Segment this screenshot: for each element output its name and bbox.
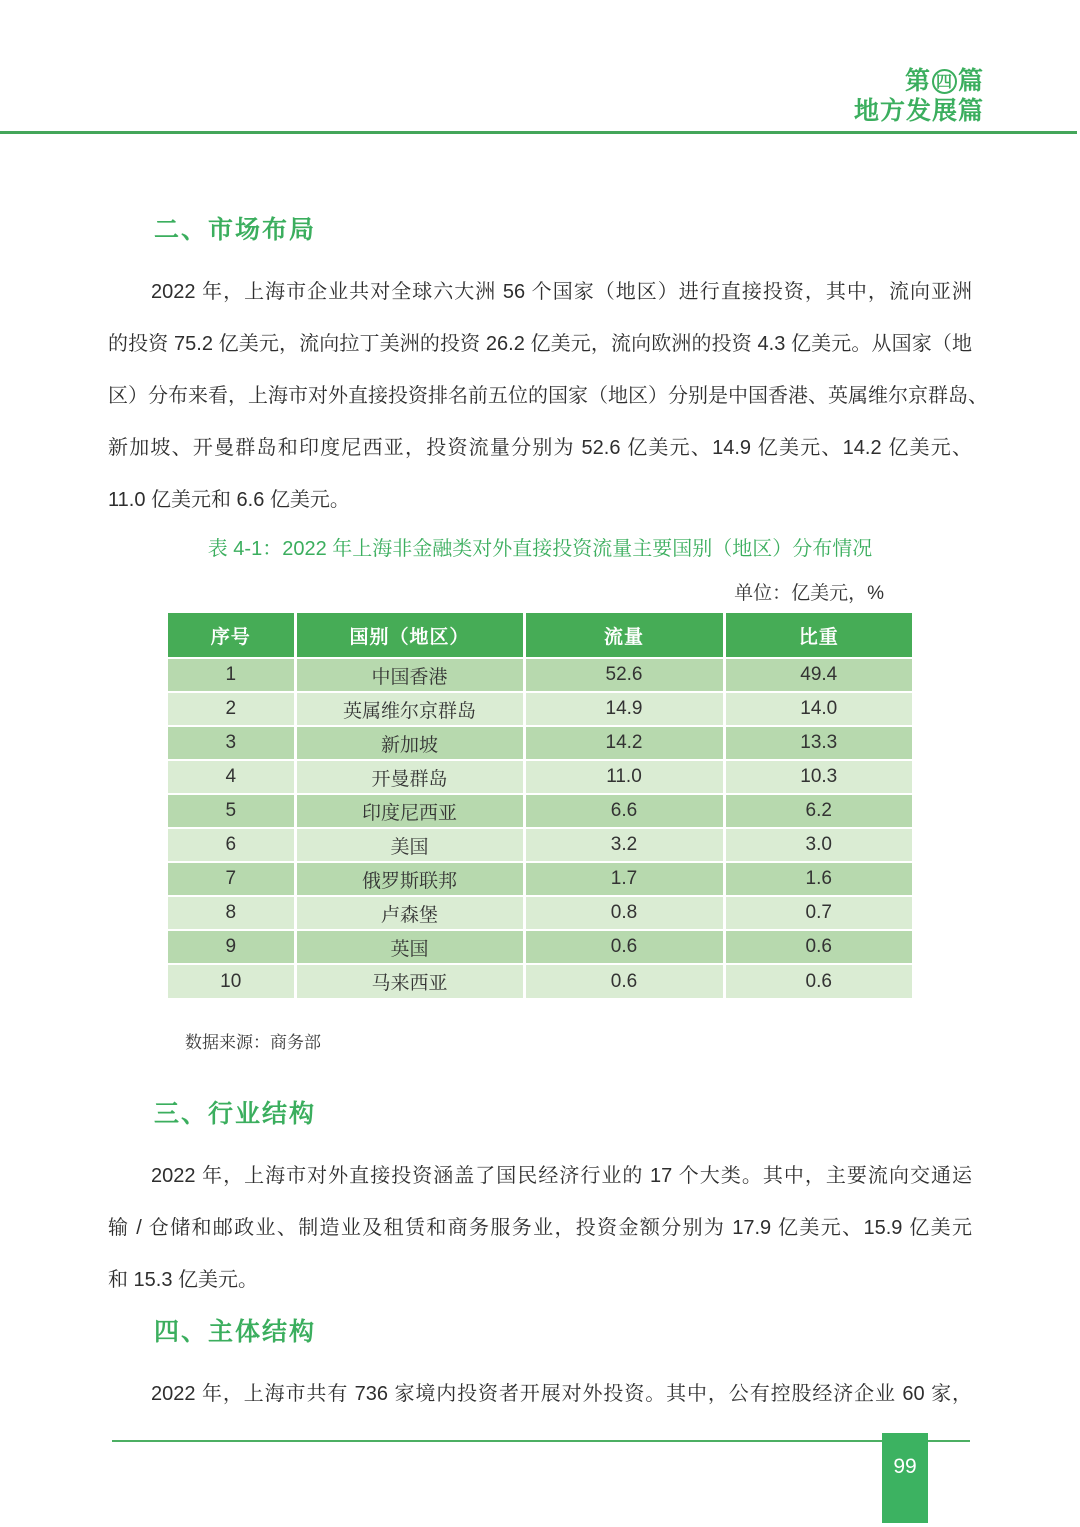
table-source: 数据来源：商务部 [185, 1033, 321, 1052]
paragraph-line: 和 15.3 亿美元。 [108, 1269, 259, 1291]
table-row [168, 658, 912, 692]
cell-country: 卢森堡 [295, 896, 524, 930]
cell-country: 印度尼西亚 [295, 794, 524, 828]
investment-table-wrap [168, 613, 912, 998]
cell-no: 4 [168, 760, 295, 794]
cell-no: 3 [168, 726, 295, 760]
cell-flow: 0.6 [524, 964, 724, 998]
cell-share: 10.3 [724, 760, 912, 794]
cell-share: 13.3 [724, 726, 912, 760]
part-suffix: 篇 [957, 67, 984, 95]
cell-flow: 6.6 [524, 794, 724, 828]
cell-flow: 14.2 [524, 726, 724, 760]
cell-no: 9 [168, 930, 295, 964]
section-heading-entity: 四、主体结构 [154, 1318, 317, 1346]
paragraph-line: 11.0 亿美元和 6.6 亿美元。 [108, 489, 350, 511]
cell-flow: 3.2 [524, 828, 724, 862]
section-heading-industry: 三、行业结构 [154, 1100, 317, 1128]
investment-table [168, 613, 912, 998]
cell-flow: 0.8 [524, 896, 724, 930]
part-subtitle: 地方发展篇 [853, 97, 984, 125]
header-rule [0, 131, 1077, 134]
col-header-flow: 流量 [524, 613, 724, 658]
col-header-share: 比重 [724, 613, 912, 658]
table-row [168, 692, 912, 726]
cell-no: 7 [168, 862, 295, 896]
cell-share: 0.6 [724, 964, 912, 998]
cell-no: 8 [168, 896, 295, 930]
paragraph-line: 新加坡、开曼群岛和印度尼西亚，投资流量分别为 52.6 亿美元、14.9 亿美元、14.2 亿美元、 [108, 437, 972, 459]
col-header-country: 国别（地区） [295, 613, 524, 658]
table-row [168, 828, 912, 862]
table-row [168, 794, 912, 828]
cell-country: 俄罗斯联邦 [295, 862, 524, 896]
page-header [854, 66, 984, 126]
footer-rule [112, 1440, 970, 1442]
cell-country: 开曼群岛 [295, 760, 524, 794]
cell-no: 5 [168, 794, 295, 828]
cell-country: 英国 [295, 930, 524, 964]
table-row [168, 862, 912, 896]
cell-country: 中国香港 [295, 658, 524, 692]
table-header-row [168, 613, 912, 658]
cell-country: 英属维尔京群岛 [295, 692, 524, 726]
col-header-no: 序号 [168, 613, 295, 658]
paragraph-line: 输 / 仓储和邮政业、制造业及租赁和商务服务业，投资金额分别为 17.9 亿美元、15.9 亿美元 [108, 1217, 972, 1239]
paragraph-industry [108, 1150, 972, 1306]
cell-no: 10 [168, 964, 295, 998]
cell-share: 49.4 [724, 658, 912, 692]
paragraph-line: 2022 年，上海市共有 736 家境内投资者开展对外投资。其中，公有控股经济企业 60 家， [151, 1383, 972, 1405]
paragraph-market [108, 266, 988, 526]
cell-country: 美国 [295, 828, 524, 862]
table-row [168, 930, 912, 964]
paragraph-line: 2022 年，上海市企业共对全球六大洲 56 个国家（地区）进行直接投资，其中，流向亚洲 [151, 281, 972, 303]
section-heading-market: 二、市场布局 [154, 216, 317, 244]
cell-share: 6.2 [724, 794, 912, 828]
table-title: 表 4-1：2022 年上海非金融类对外直接投资流量主要国别（地区）分布情况 [207, 538, 873, 560]
table-unit-label: 单位：亿美元，% [734, 583, 884, 604]
paragraph-entity [108, 1368, 972, 1420]
cell-share: 1.6 [724, 862, 912, 896]
table-row [168, 964, 912, 998]
cell-share: 0.7 [724, 896, 912, 930]
cell-no: 6 [168, 828, 295, 862]
cell-share: 0.6 [724, 930, 912, 964]
part-title [854, 66, 984, 96]
cell-share: 3.0 [724, 828, 912, 862]
paragraph-line: 的投资 75.2 亿美元，流向拉丁美洲的投资 26.2 亿美元，流向欧洲的投资 4.3 亿美元。从国家（地 [108, 333, 972, 355]
cell-no: 1 [168, 658, 295, 692]
cell-country: 马来西亚 [295, 964, 524, 998]
part-prefix: 第 [904, 67, 931, 95]
cell-no: 2 [168, 692, 295, 726]
table-row [168, 760, 912, 794]
paragraph-line: 2022 年，上海市对外直接投资涵盖了国民经济行业的 17 个大类。其中，主要流向交通运 [151, 1165, 972, 1187]
circled-four-icon: 四 [932, 69, 957, 94]
cell-flow: 11.0 [524, 760, 724, 794]
cell-share: 14.0 [724, 692, 912, 726]
cell-flow: 1.7 [524, 862, 724, 896]
cell-country: 新加坡 [295, 726, 524, 760]
page-number-badge: 99 [882, 1433, 928, 1523]
table-row [168, 726, 912, 760]
cell-flow: 14.9 [524, 692, 724, 726]
paragraph-line: 区）分布来看，上海市对外直接投资排名前五位的国家（地区）分别是中国香港、英属维尔京群岛、 [108, 385, 988, 407]
table-row [168, 896, 912, 930]
cell-flow: 52.6 [524, 658, 724, 692]
cell-flow: 0.6 [524, 930, 724, 964]
